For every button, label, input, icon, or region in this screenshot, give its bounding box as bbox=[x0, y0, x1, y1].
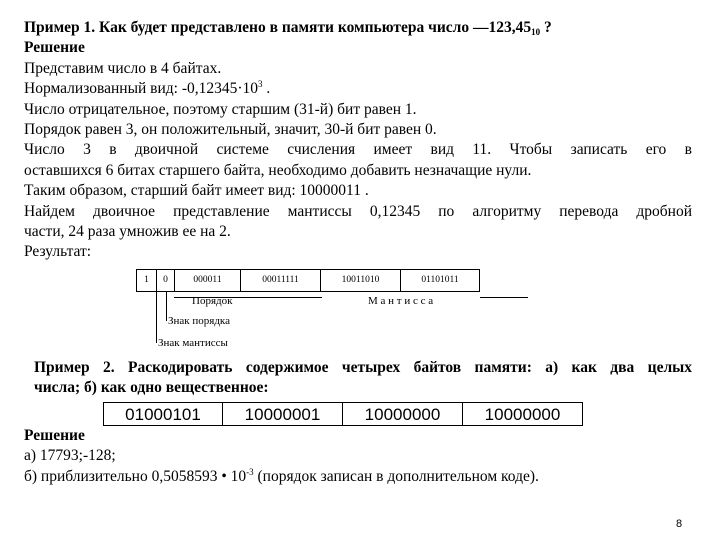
answer-b-text: б) приблизительно 0,5058593 • 10 bbox=[24, 467, 247, 485]
mantissa-bracket-left bbox=[240, 297, 322, 298]
exponent-superscript: 3 bbox=[258, 79, 263, 90]
example1-solution-label: Решение bbox=[24, 39, 85, 57]
memory-byte-2: 10000001 bbox=[223, 402, 343, 426]
order-label: Порядок bbox=[192, 295, 233, 307]
page-number: 8 bbox=[676, 518, 683, 530]
example1-line-8: Найдем двоичное представление мантиссы 0,12345 по алгоритму перевода дробной bbox=[24, 202, 692, 220]
example2-title-line-1: Пример 2. Раскодировать содержимое четырех байтов памяти: а) как два целых bbox=[34, 359, 692, 376]
example2-solution-label: Решение bbox=[24, 427, 85, 444]
memory-layout-diagram bbox=[136, 269, 536, 359]
order-sign-label: Знак порядка bbox=[168, 315, 230, 327]
mantissa-sign-label: Знак мантиссы bbox=[158, 337, 228, 349]
memory-cells-row bbox=[136, 269, 480, 292]
normalized-form-end: . bbox=[262, 80, 271, 98]
normalized-form-text: Нормализованный вид: -0,12345·10 bbox=[24, 80, 259, 98]
example1-block bbox=[24, 18, 692, 263]
radix-subscript: 10 bbox=[531, 27, 541, 37]
memory-bytes-row bbox=[103, 402, 583, 426]
example1-title-text: Пример 1. Как будет представлено в памяти компьютера число —123,45 bbox=[24, 19, 532, 36]
example2-solution bbox=[24, 426, 692, 487]
example2-answer-a: а) 17793;-128; bbox=[24, 447, 116, 465]
example2-title-line-2: числа; б) как одно вещественное: bbox=[34, 379, 269, 397]
memory-byte-4: 10000000 bbox=[463, 402, 583, 426]
memory-byte-3: 10000000 bbox=[343, 402, 463, 426]
memory-cell-order: 000011 bbox=[175, 270, 241, 291]
answer-b-exponent: -3 bbox=[246, 466, 254, 477]
example1-title bbox=[24, 18, 692, 38]
mantissa-bracket-right bbox=[480, 297, 528, 298]
example1-line-9: части, 24 раза умножив ее на 2. bbox=[24, 223, 231, 241]
example1-line-5: Число 3 в двоичной системе счисления имеет вид 11. Чтобы записать его в bbox=[24, 141, 692, 159]
example2-answer-b bbox=[24, 467, 692, 487]
example1-line-7: Таким образом, старший байт имеет вид: 10000011 . bbox=[24, 182, 369, 200]
example1-line-4: Порядок равен 3, он положительный, значит, 30-й бит равен 0. bbox=[24, 121, 437, 139]
example1-result-label: Результат: bbox=[24, 243, 92, 261]
order-sign-pointer bbox=[166, 291, 167, 321]
mantissa-label: М а н т и с с а bbox=[368, 295, 434, 307]
memory-byte-1: 01000101 bbox=[103, 402, 223, 426]
memory-cell-mantissa-sign: 1 bbox=[137, 270, 157, 291]
example1-line-1: Представим число в 4 байтах. bbox=[24, 59, 222, 77]
example1-line-3: Число отрицательное, поэтому старшим (31-й) бит равен 1. bbox=[24, 100, 417, 118]
memory-cell-order-sign: 0 bbox=[157, 270, 175, 291]
memory-cell-mantissa-byte-1: 00011111 bbox=[241, 270, 321, 291]
example1-line-2 bbox=[24, 79, 692, 99]
example1-line-6: оставшихся 6 битах старшего байта, необходимо добавить незначащие нули. bbox=[24, 161, 532, 179]
example1-title-end: ? bbox=[540, 19, 552, 36]
answer-b-end: (порядок записан в дополнительном коде). bbox=[253, 467, 539, 485]
mantissa-sign-pointer bbox=[156, 291, 157, 343]
memory-cell-mantissa-byte-2: 10011010 bbox=[321, 270, 401, 291]
memory-cell-mantissa-byte-3: 01101011 bbox=[421, 275, 459, 285]
example2-title bbox=[34, 358, 692, 399]
